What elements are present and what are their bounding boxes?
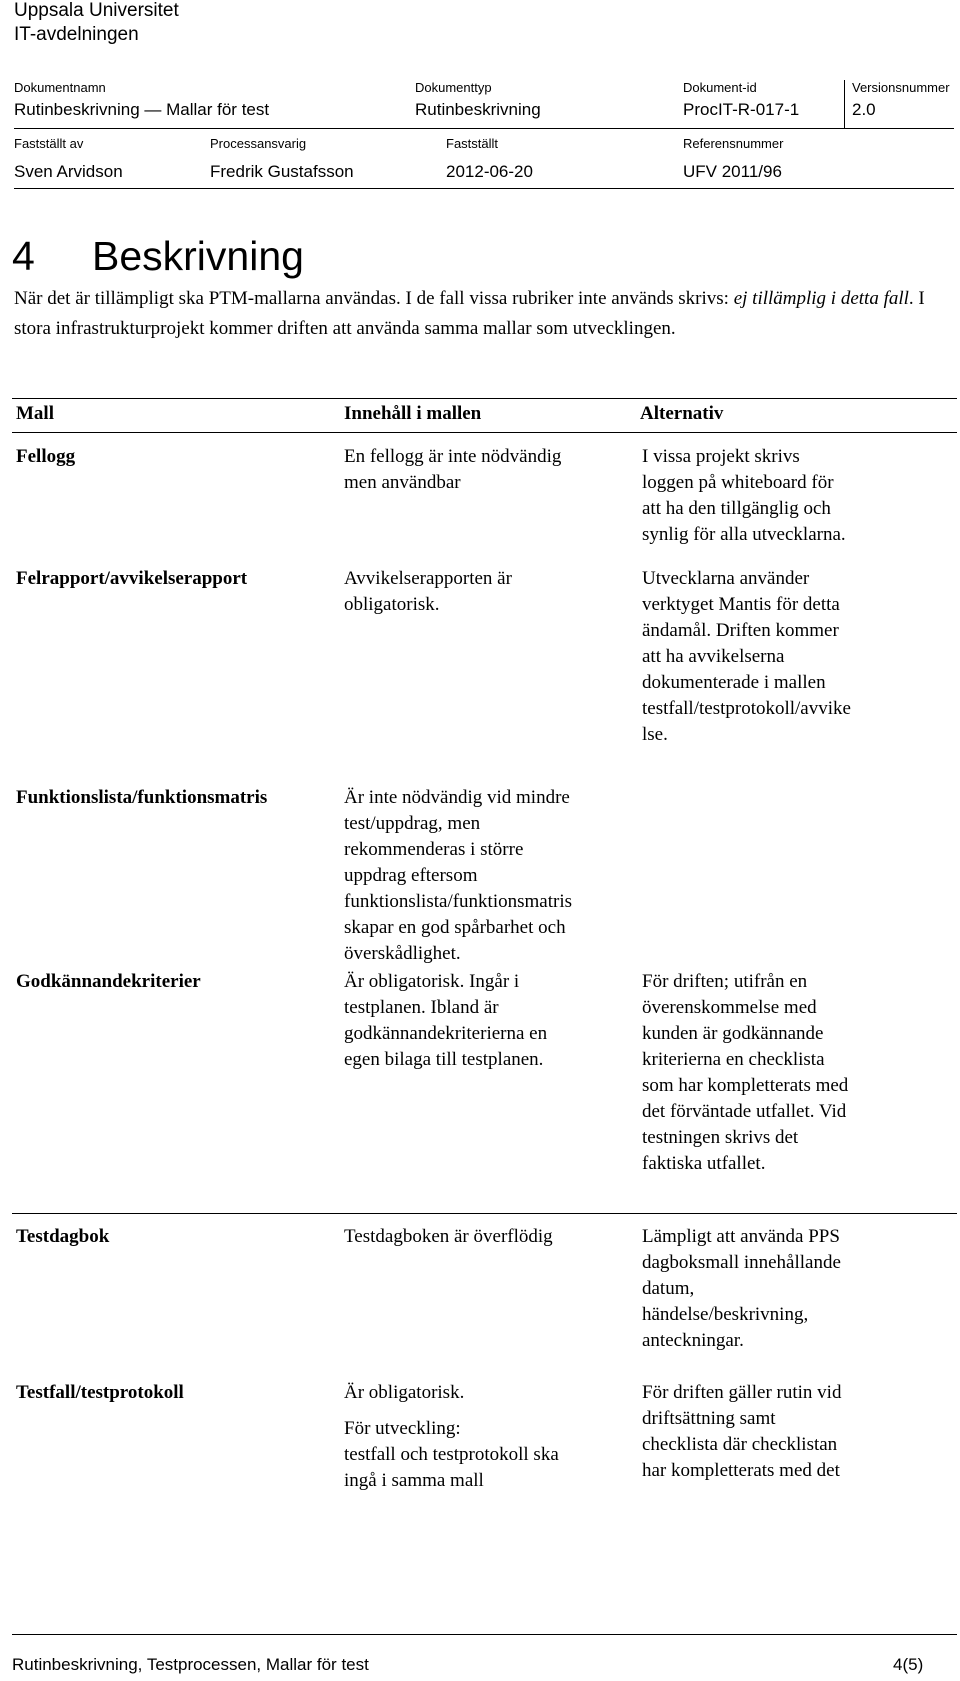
intro-tail: . I stora infrastrukturprojekt kommer driften att använda samma mallar som utvecklingen. (14, 288, 925, 339)
label-versionsnummer: Versionsnummer (852, 80, 950, 95)
label-processansvarig: Processansvarig (210, 136, 307, 151)
value-processansvarig: Fredrik Gustafsson (210, 162, 354, 181)
row-fellogg-mall: Fellogg (16, 446, 76, 467)
footer-document-title: Rutinbeskrivning, Testprocessen, Mallar för test (12, 1655, 369, 1674)
row-testfall-innehall: Är obligatorisk. (344, 1382, 465, 1403)
table-header-border (12, 432, 957, 433)
value-faststallt: 2012-06-20 (446, 162, 533, 181)
section-title: Beskrivning (92, 233, 304, 279)
org-department: IT-avdelningen (14, 24, 139, 45)
row-funktionslista-mall: Funktionslista/funktionsmatris (16, 787, 268, 808)
intro-italic: ej tillämplig i detta fall (733, 288, 909, 309)
org-university: Uppsala Universitet (14, 0, 179, 21)
header-alternativ: Alternativ (640, 403, 724, 424)
row-felrapport-alternativ: Utvecklarna använder verktyget Mantis för detta ändamål. Driften kommer att ha avvikelserna dokumenterade i mallen testfall/testprotokoll/avvike lse. (642, 568, 851, 745)
label-faststallt: Fastställt (446, 136, 499, 151)
section-number: 4 (12, 233, 35, 279)
value-referensnummer: UFV 2011/96 (683, 162, 782, 181)
label-dokumenttyp: Dokumenttyp (415, 80, 492, 95)
value-versionsnummer: 2.0 (852, 100, 876, 119)
row-godkannande-alternativ: För driften; utifrån en överenskommelse med kunden är godkännande kriterierna en checklista som har kompletterats med det förväntade utfallet. Vid testningen skrivs det faktiska utfallet. (642, 971, 849, 1174)
row-testfall-innehall-utveckling: För utveckling: testfall och testprotokoll ska ingå i samma mall (344, 1418, 559, 1491)
row-godkannande-innehall: Är obligatorisk. Ingår i testplanen. Ibland är godkännandekriterierna en egen bilaga till testplanen. (344, 971, 548, 1070)
header-mall: Mall (16, 403, 54, 424)
row-funktionslista-innehall: Är inte nödvändig vid mindre test/uppdrag, men rekommenderas i större uppdrag eftersom funktionslista/funktionsmatris skapar en god spårbarhet och överskådlighet. (344, 787, 572, 964)
row-testfall-alternativ: För driften gäller rutin vid driftsättning samt checklista där checklistan har kompletterats med det (642, 1382, 842, 1481)
version-divider (844, 80, 845, 128)
intro-lead: När det är tillämpligt ska PTM-mallarna användas. I de fall vissa rubriker inte används skrivs: (14, 288, 734, 309)
label-referensnummer: Referensnummer (683, 136, 784, 151)
row-felrapport-mall: Felrapport/avvikelserapport (16, 568, 248, 589)
intro-paragraph (14, 284, 940, 344)
table-mid-border (12, 1213, 957, 1214)
label-dokumentnamn: Dokumentnamn (14, 80, 106, 95)
document-metadata-table (14, 78, 954, 189)
row-godkannande-mall: Godkännandekriterier (16, 971, 201, 992)
row-testfall-mall: Testfall/testprotokoll (16, 1382, 184, 1403)
row-testdagbok-mall: Testdagbok (16, 1226, 110, 1247)
row-testdagbok-alternativ: Lämpligt att använda PPS dagboksmall innehållande datum, händelse/beskrivning, anteckningar. (642, 1226, 841, 1351)
row-felrapport-innehall: Avvikelserapporten är obligatorisk. (344, 568, 512, 615)
value-faststallt-av: Sven Arvidson (14, 162, 123, 181)
row-fellogg-alternativ: I vissa projekt skrivs loggen på whiteboard för att ha den tillgänglig och synlig för alla utvecklarna. (642, 446, 846, 545)
footer-page-number: 4(5) (893, 1655, 924, 1674)
table-top-border (12, 398, 957, 399)
section-heading (12, 232, 304, 280)
label-dokument-id: Dokument-id (683, 80, 757, 95)
row-testdagbok-innehall: Testdagboken är överflödig (344, 1226, 553, 1247)
value-dokument-id: ProcIT-R-017-1 (683, 100, 800, 119)
value-dokumentnamn: Rutinbeskrivning — Mallar för test (14, 100, 270, 119)
header-innehall: Innehåll i mallen (344, 403, 482, 424)
value-dokumenttyp: Rutinbeskrivning (415, 100, 541, 119)
row-fellogg-innehall: En fellogg är inte nödvändig men användbar (344, 446, 562, 493)
table-bottom-border (12, 1634, 957, 1635)
label-faststallt-av: Fastställt av (14, 136, 84, 151)
meta-row-divider (14, 128, 954, 129)
